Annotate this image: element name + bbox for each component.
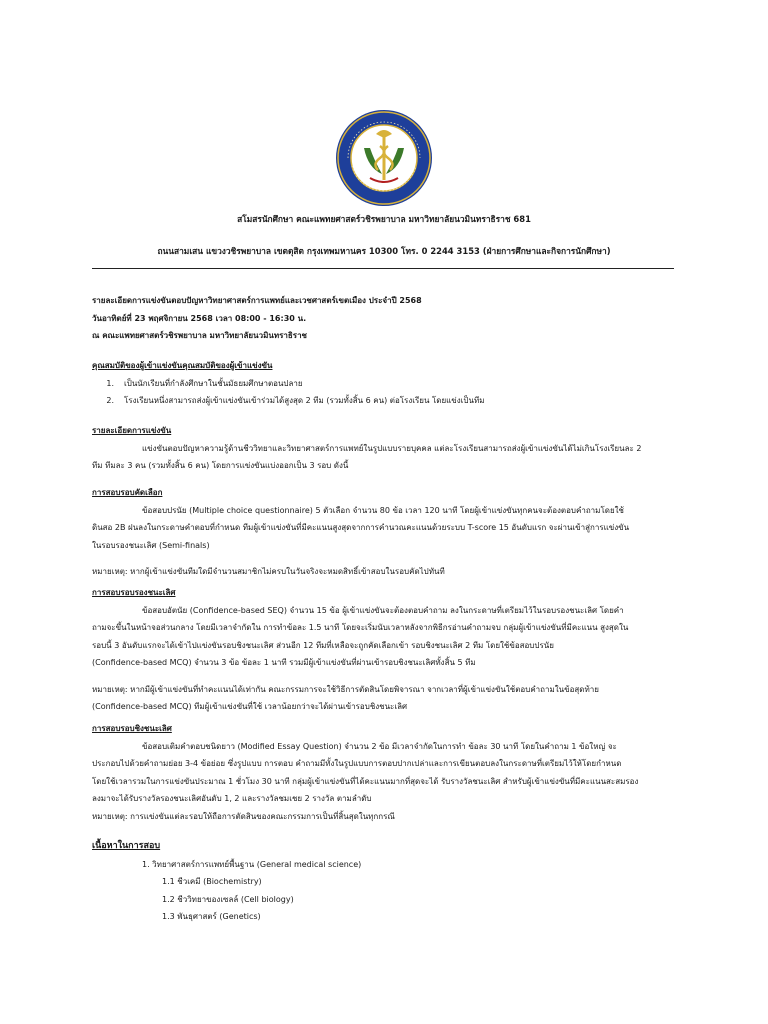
round3-heading: การสอบรอบชิงชนะเลิศ xyxy=(92,724,172,733)
intro-section xyxy=(92,292,676,345)
round3-section xyxy=(92,720,676,825)
round1-note: หมายเหตุ: หากผู้เข้าแข่งขันทีมใดมีจำนวนสมาชิกไม่ครบในวันจริงจะหมดสิทธิ์เข้าสอบในรอบคัดไปทันที xyxy=(92,567,445,576)
content-section xyxy=(92,838,676,926)
qualifications-section xyxy=(92,357,676,410)
competition-place: ณ คณะแพทยศาสตร์วชิรพยาบาล มหาวิทยาลัยนวมินทราธิราช xyxy=(92,331,307,340)
paragraph-line: (Confidence-based MCQ) จำนวน 3 ข้อ ข้อละ 1 นาที รวมมีผู้เข้าแข่งขันที่ผ่านเข้ารอบชิงชนะเลิศทั้งสิ้น 5 ทีม xyxy=(92,658,476,667)
list-item: 2. โรงเรียนหนึ่งสามารถส่งผู้เข้าแข่งขันเข้าร่วมได้สูงสุด 2 ทีม (รวมทั้งสิ้น 6 คน) ต่อโรงเรียน โดยแข่งเป็นทีม xyxy=(106,396,485,405)
header-organization: สโมสรนักศึกษา คณะแพทยศาสตร์วชิรพยาบาล มหาวิทยาลัยนวมินทราธิราช 681 xyxy=(237,214,531,224)
list-item: 1. เป็นนักเรียนที่กำลังศึกษาในชั้นมัธยมศึกษาตอนปลาย xyxy=(106,378,303,388)
paragraph-line: ทีม ทีมละ 3 คน (รวมทั้งสิ้น 6 คน) โดยการแข่งขันแบ่งออกเป็น 3 รอบ ดังนี้ xyxy=(92,461,349,470)
content-sub-item: 1.1 ชีวเคมี (Biochemistry) xyxy=(162,877,262,886)
details-heading: รายละเอียดการแข่งขัน xyxy=(92,426,172,435)
paragraph-line: ข้อสอบอัตนัย (Confidence-based SEQ) จำนวน 15 ข้อ ผู้เข้าแข่งขันจะต้องตอบคำถาม ลงในกระดาษที่เตรียมไว้ในรอบรองชนะเลิศ โดยคำ xyxy=(142,605,624,615)
content-heading: เนื้อหาในการสอบ xyxy=(92,841,161,851)
paragraph-line: ดินสอ 2B ฝนลงในกระดาษคำตอบที่กำหนด ทีมผู้เข้าแข่งขันที่มีคะแนนสูงสุดจากการคำนวณคะแนนด้วยระบบ T-score 15 อันดับแรก จะผ่านเข้าสู่การแข่งขัน xyxy=(92,523,630,532)
paragraph-line: ข้อสอบปรนัย (Multiple choice questionnaire) 5 ตัวเลือก จำนวน 80 ข้อ เวลา 120 นาที โดยผู้เข้าแข่งขันทุกคนจะต้องตอบคำถามโดยใช้ xyxy=(142,505,624,515)
round2-section xyxy=(92,584,676,716)
round3-note: หมายเหตุ: การแข่งขันแต่ละรอบให้ถือการตัดสินของคณะกรรมการเป็นที่สิ้นสุดในทุกกรณี xyxy=(92,811,395,821)
paragraph-line: ลงมาจะได้รับรางวัลรองชนะเลิศอันดับ 1, 2 และรางวัลชมเชย 2 รางวัล ตามลำดับ xyxy=(92,794,372,803)
header-address: ถนนสามเสน แขวงวชิรพยาบาล เขตดุสิต กรุงเทพมหานคร 10300 โทร. 0 2244 3153 (ฝ่ายการศึกษาและกิจการนักศึกษา) xyxy=(157,246,611,256)
header-divider xyxy=(92,268,674,269)
round1-heading: การสอบรอบคัดเลือก xyxy=(92,488,163,497)
paragraph-line: แข่งขันตอบปัญหาความรู้ด้านชีววิทยาและวิทยาศาสตร์การแพทย์ในรูปแบบรายบุคคล แต่ละโรงเรียนสามารถส่งผู้เข้าแข่งขันได้ไม่เกินโรงเรียนละ 2 xyxy=(142,443,642,453)
paragraph-line: ในรอบรองชนะเลิศ (Semi-finals) xyxy=(92,540,210,550)
paragraph-line: โดยใช้เวลารวมในการแข่งขันประมาณ 1 ชั่วโมง 30 นาที กลุ่มผู้เข้าแข่งขันที่ได้คะแนนมากที่สุดจะได้ รับรางวัลชนะเลิศ สำหรับผู้เข้าแข่งขันที่มีคะแนนสะสมรอง xyxy=(92,776,639,786)
content-sub-item: 1.3 พันธุศาสตร์ (Genetics) xyxy=(162,912,261,921)
competition-title: รายละเอียดการแข่งขันตอบปัญหาวิทยาศาสตร์การแพทย์และเวชศาสตร์เขตเมือง ประจำปี 2568 xyxy=(92,296,422,305)
content-sub-item: 1.2 ชีววิทยาของเซลล์ (Cell biology) xyxy=(162,894,294,904)
competition-date: วันอาทิตย์ที่ 23 พฤศจิกายน 2568 เวลา 08:00 - 16:30 น. xyxy=(92,313,307,323)
details-section xyxy=(92,422,676,475)
paragraph-line: ข้อสอบเติมคำตอบชนิดยาว (Modified Essay Question) จำนวน 2 ข้อ มีเวลาจำกัดในการทำ ข้อละ 30 นาที โดยในคำถาม 1 ข้อใหญ่ จะ xyxy=(142,741,617,751)
round2-note: (Confidence-based MCQ) ทีมผู้เข้าแข่งขันที่ใช้ เวลาน้อยกว่าจะได้ผ่านเข้ารอบชิงชนะเลิศ xyxy=(92,702,408,711)
qualifications-heading: คุณสมบัติของผู้เข้าแข่งขันคุณสมบัติของผู้เข้าแข่งขัน xyxy=(92,361,273,370)
round2-heading: การสอบรอบรองชนะเลิศ xyxy=(92,588,176,597)
paragraph-line: ถามจะขึ้นในหน้าจอส่วนกลาง โดยมีเวลาจำกัดใน การทำข้อละ 1.5 นาที โดยจะเริ่มนับเวลาหลังจากพิธีกรอ่านคำถามจบ กลุ่มผู้เข้าแข่งขันที่มีคะแนน สูงสุดใน xyxy=(92,623,629,632)
paragraph-line: ประกอบไปด้วยคำถามย่อย 3-4 ข้อย่อย ซึ่งรูปแบบ การตอบ คำถามมีทั้งในรูปแบบการตอบปากเปล่าและการเขียนตอบลงในกระดาษที่เตรียมไว้ให้โดยกำหนด xyxy=(92,759,622,768)
faculty-crest-icon xyxy=(334,108,434,208)
round1-section xyxy=(92,484,676,581)
content-main-item: 1. วิทยาศาสตร์การแพทย์พื้นฐาน (General medical science) xyxy=(142,859,362,869)
round2-note: หมายเหตุ: หากมีผู้เข้าแข่งขันที่ทำคะแนนได้เท่ากัน คณะกรรมการจะใช้วิธีการตัดสินโดยพิจารณา จากเวลาที่ผู้เข้าแข่งขันใช้ตอบคำถามในข้อสุดท้าย xyxy=(92,684,599,694)
paragraph-line: รอบนี้ 3 อันดับแรกจะได้เข้าไปแข่งขันรอบชิงชนะเลิศ ส่วนอีก 12 ทีมที่เหลือจะถูกคัดเลือกเข้า รอบชิงชนะเลิศ 2 ทีม โดยใช้ข้อสอบปรนัย xyxy=(92,640,554,650)
